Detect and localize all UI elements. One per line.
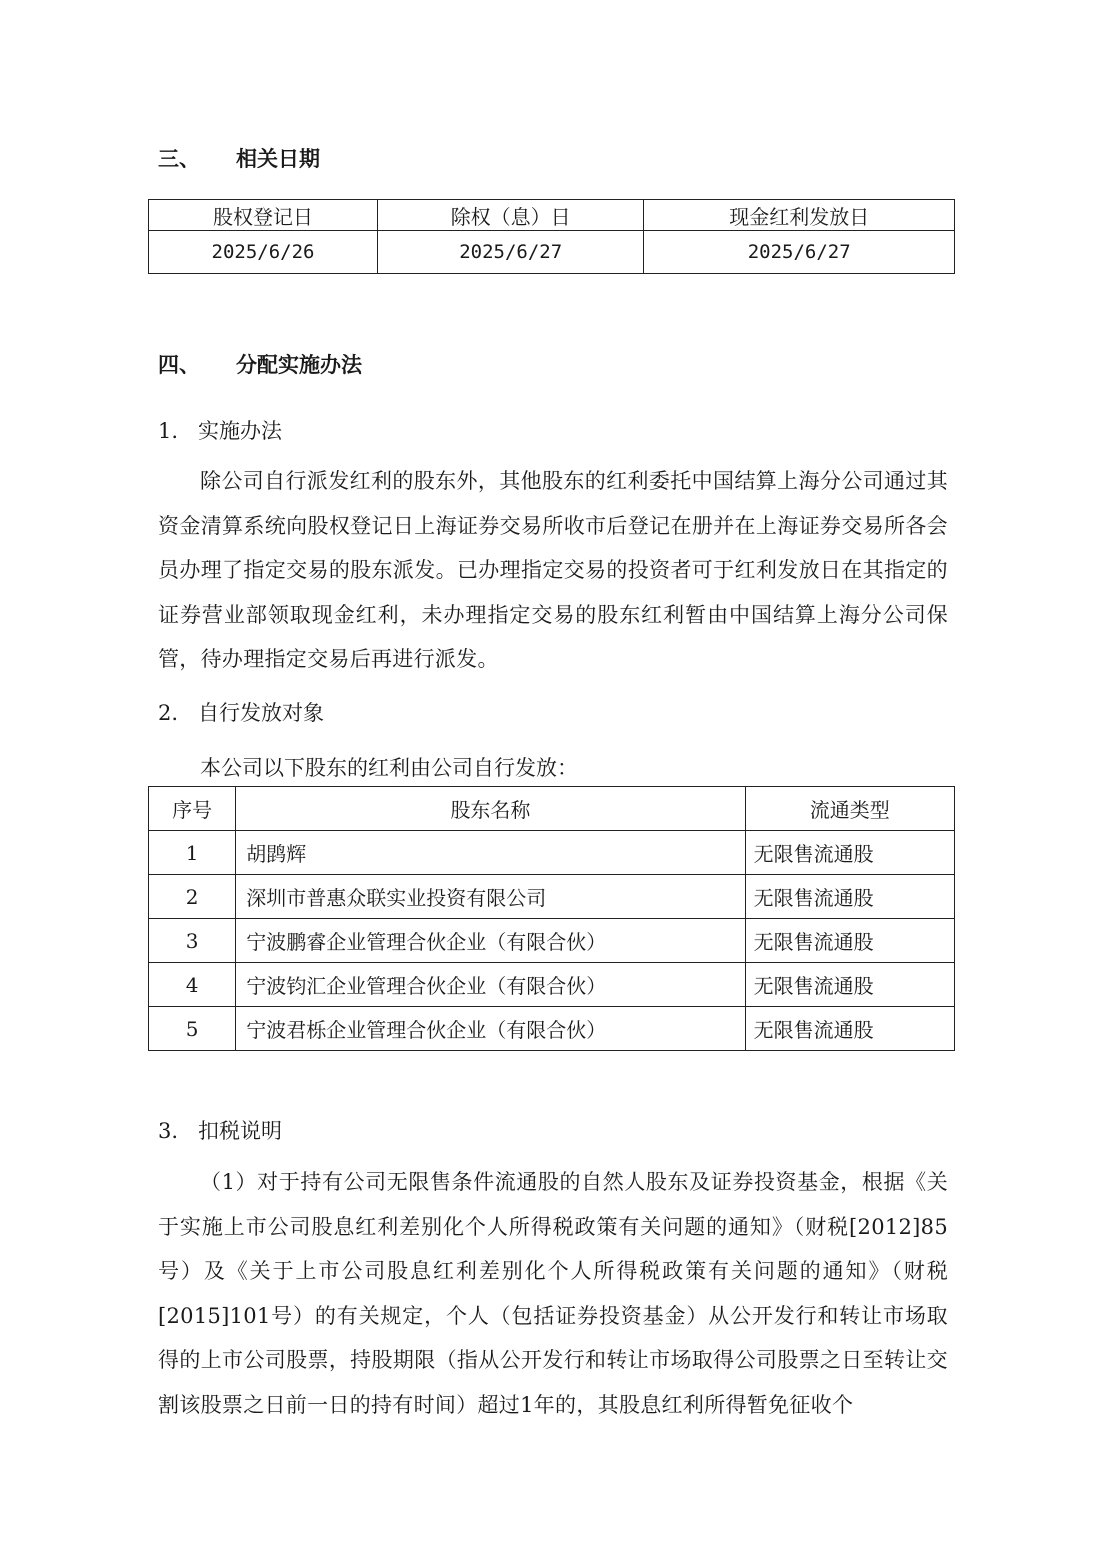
row-share-type: 无限售流通股 [745,919,954,963]
section-3-title: 相关日期 [236,147,320,171]
item-1-number: 1. [158,419,179,443]
item-2-intro: 本公司以下股东的红利由公司自行发放： [200,756,578,780]
item-3-title: 扣税说明 [198,1119,282,1143]
row-share-type: 无限售流通股 [745,831,954,875]
shareholders-table [148,786,955,1051]
item-3-body: （1）对于持有公司无限售条件流通股的自然人股东及证券投资基金，根据《关于实施上市公司股息红利差别化个人所得税政策有关问题的通知》（财税[2012]85号）及《关于上市公司股息红利差别化个人所得税政策有关问题的通知》（财税[2015]101号）的有关规定，个人（包括证券投资基金）从公开发行和转让市场取得的上市公司股票，持股期限（指从公开发行和转让市场取得公司股票之日至转让交割该股票之日前一日的持有时间）超过1年的，其股息红利所得暂免征收个 [158,1170,948,1417]
item-3-number: 3. [158,1119,179,1143]
index-header: 序号 [149,787,236,831]
dates-table-value-row [149,231,955,274]
shareholders-header-row [149,787,955,831]
table-row [149,1007,955,1051]
row-index: 3 [149,919,236,963]
item-2-title: 自行发放对象 [198,701,324,725]
section-4-heading [158,349,362,379]
table-row [149,875,955,919]
item-1-title: 实施办法 [198,419,282,443]
record-date-value: 2025/6/26 [149,231,378,274]
row-shareholder-name: 宁波君栎企业管理合伙企业（有限合伙） [236,1007,745,1051]
row-index: 4 [149,963,236,1007]
item-2-number: 2. [158,701,179,725]
table-row [149,831,955,875]
row-shareholder-name: 宁波钧汇企业管理合伙企业（有限合伙） [236,963,745,1007]
row-index: 2 [149,875,236,919]
table-row [149,963,955,1007]
record-date-header: 股权登记日 [149,200,378,231]
share-type-header: 流通类型 [745,787,954,831]
section-4-title: 分配实施办法 [236,353,362,377]
table-row [149,919,955,963]
ex-dividend-date-value: 2025/6/27 [377,231,643,274]
dates-table-header-row [149,200,955,231]
payment-date-header: 现金红利发放日 [644,200,955,231]
shareholder-name-header: 股东名称 [236,787,745,831]
payment-date-value: 2025/6/27 [644,231,955,274]
section-3-number: 三、 [158,147,200,171]
section-4-number: 四、 [158,353,200,377]
row-shareholder-name: 胡鹍辉 [236,831,745,875]
row-share-type: 无限售流通股 [745,963,954,1007]
row-share-type: 无限售流通股 [745,1007,954,1051]
section-3-heading [158,143,320,173]
row-share-type: 无限售流通股 [745,875,954,919]
item-1-body: 除公司自行派发红利的股东外，其他股东的红利委托中国结算上海分公司通过其资金清算系统向股权登记日上海证券交易所收市后登记在册并在上海证券交易所各会员办理了指定交易的股东派发。已办理指定交易的投资者可于红利发放日在其指定的证券营业部领取现金红利，未办理指定交易的股东红利暂由中国结算上海分公司保管，待办理指定交易后再进行派发。 [158,469,948,671]
row-shareholder-name: 宁波鹏睿企业管理合伙企业（有限合伙） [236,919,745,963]
row-shareholder-name: 深圳市普惠众联实业投资有限公司 [236,875,745,919]
dates-table [148,199,955,274]
ex-dividend-date-header: 除权（息）日 [377,200,643,231]
item-2-heading [158,697,324,727]
row-index: 5 [149,1007,236,1051]
item-3-heading [158,1115,282,1145]
item-1-heading [158,415,282,445]
row-index: 1 [149,831,236,875]
